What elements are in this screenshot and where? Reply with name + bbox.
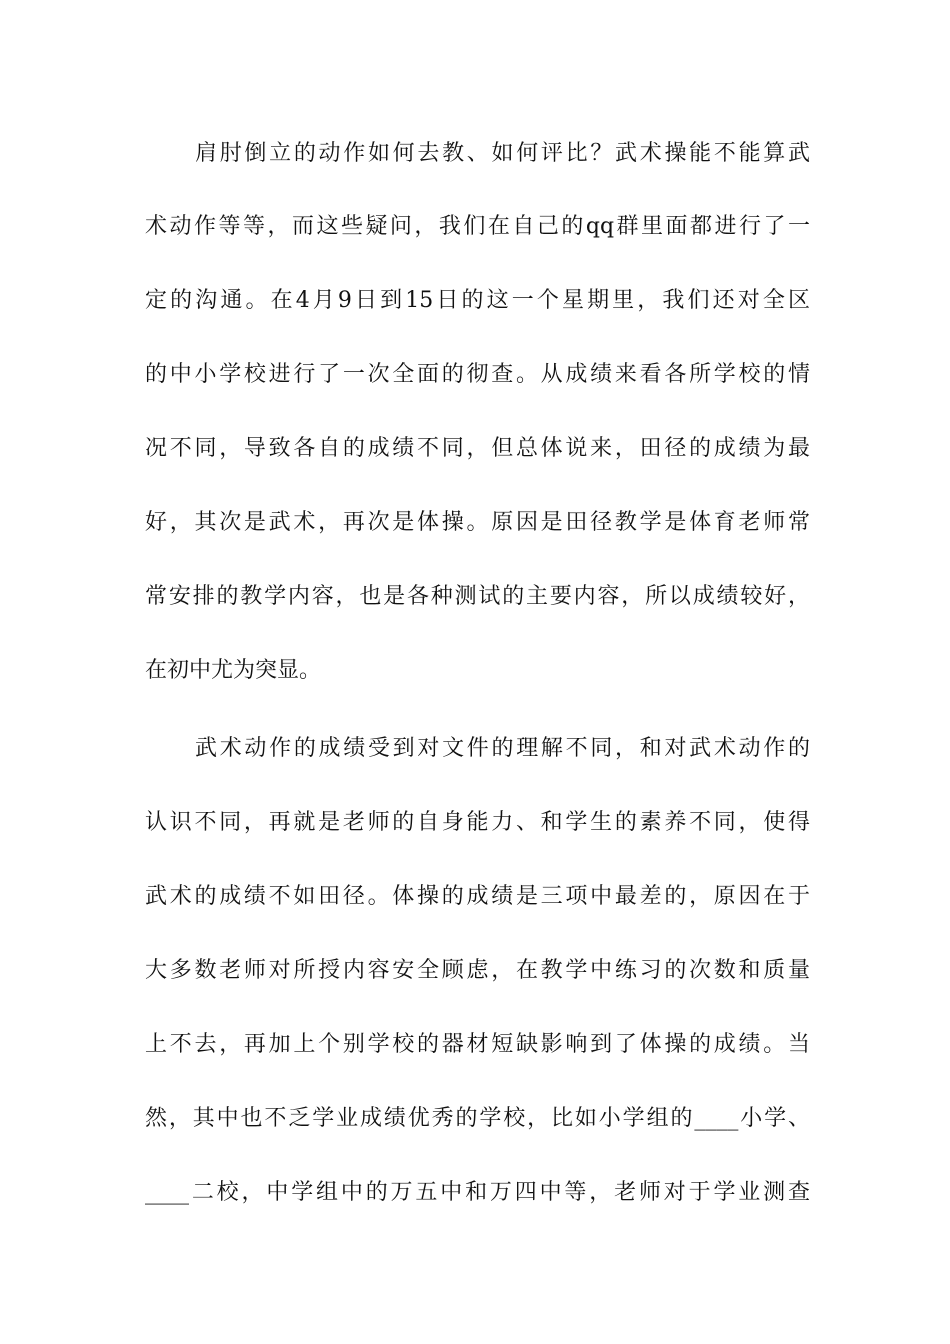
paragraph-2-line-2: 认识不同，再就是老师的自身能力、和学生的素养不同，使得 [145, 810, 810, 835]
paragraph-2-line-3: 武术的成绩不如田径。体操的成绩是三项中最差的，原因在于 [145, 884, 810, 909]
paragraph-1-line-5: 况不同，导致各自的成绩不同，但总体说来，田径的成绩为最 [145, 436, 810, 461]
paragraph-1-line-3: 定的沟通。在4月9日到15日的这一个星期里，我们还对全区 [145, 288, 810, 313]
paragraph-2-line-1: 武术动作的成绩受到对文件的理解不同，和对武术动作的 [195, 736, 810, 761]
paragraph-1-line-4: 的中小学校进行了一次全面的彻查。从成绩来看各所学校的情 [145, 362, 810, 387]
paragraph-1-line-8: 在初中尤为突显。 [145, 658, 322, 683]
paragraph-1-line-7: 常安排的教学内容，也是各种测试的主要内容，所以成绩较好， [145, 584, 810, 609]
paragraph-1-line-2: 术动作等等，而这些疑问，我们在自己的qq群里面都进行了一 [145, 214, 810, 239]
paragraph-2-line-4: 大多数老师对所授内容安全顾虑，在教学中练习的次数和质量 [145, 958, 810, 983]
paragraph-2-line-6: 然，其中也不乏学业成绩优秀的学校，比如小学组的____小学、 [145, 1106, 810, 1131]
paragraph-2-line-7: ____二校，中学组中的万五中和万四中等，老师对于学业测查 [145, 1180, 810, 1205]
paragraph-1-line-1: 肩肘倒立的动作如何去教、如何评比？武术操能不能算武 [195, 141, 810, 166]
paragraph-2-line-5: 上不去，再加上个别学校的器材短缺影响到了体操的成绩。当 [145, 1032, 810, 1057]
paragraph-1-line-6: 好，其次是武术，再次是体操。原因是田径教学是体育老师常 [145, 510, 810, 535]
